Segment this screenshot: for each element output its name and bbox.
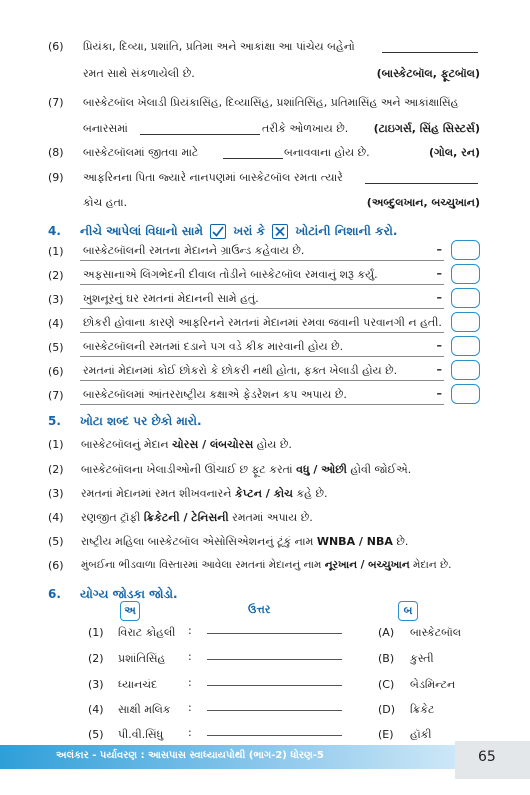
answer-box[interactable] — [451, 264, 480, 284]
answer-options: (ગોલ, રન) — [428, 146, 480, 159]
title-text: ખોટાંની નિશાની કરો. — [295, 224, 398, 238]
item-number: (2) — [88, 652, 104, 665]
statement-text: રમતનાં મેદાનમાં કોઈ છોકરો કે છોકરી નથી હોતા, ફક્ત ખેલાડી હોય છે. — [83, 364, 398, 377]
statement-row — [80, 267, 444, 285]
check-icon — [210, 224, 226, 239]
fill-blank[interactable] — [223, 158, 283, 159]
page-footer — [0, 741, 530, 781]
statement-text: બાસ્કેટબૉલમાં આંતરરાષ્ટ્રીય કક્ષાએ ફેડરેશન કપ અપાય છે. — [83, 388, 347, 401]
item-text: બાસ્કેટબૉલનું મેદાન — [81, 438, 173, 451]
column-b-label: બ — [398, 601, 418, 621]
item-number: (9) — [48, 171, 64, 184]
item-text: રાષ્ટ્રીય મહિલા બાસ્કેટબૉલ એસોસિએશનનું ટૂંકું નામ — [81, 535, 317, 548]
item-text: છે. — [392, 535, 409, 548]
left-item: ધ્યાનચંદ — [118, 678, 158, 691]
item-text: તરીકે ઓળખાય છે. — [262, 122, 349, 135]
right-item: હૉકી — [410, 728, 432, 741]
choice-words[interactable]: નૂરખાન / બચ્ચુખાન — [324, 559, 410, 571]
section-title: ખોટા શબ્દ પર છેકો મારો. — [80, 414, 202, 428]
item-number: (2) — [48, 463, 64, 476]
item-text: બાસ્કેટબૉલ ખેલાડી પ્રિયંકાસિંહ, દિવ્યાસિંહ, પ્રશાંતિસિંહ, પ્રતિમાસિંહ અને આકાંક્ષાસિંહ — [83, 96, 459, 109]
item-text: કોચ હતા. — [83, 196, 128, 209]
item-number: (2) — [48, 269, 64, 282]
choice-words[interactable]: ક્રિકેટની / ટેનિસની — [143, 511, 229, 524]
item-text: બનાવવાના હોય છે. — [284, 146, 370, 159]
item-number: (4) — [48, 317, 64, 330]
answer-line[interactable] — [207, 734, 342, 736]
statement-text: બાસ્કેટબૉલની રમતના મેદાનને ગ્રાઉન્ડ કહેવાય છે. — [83, 244, 305, 257]
dash: – — [436, 387, 442, 400]
item-text: કહે છે. — [292, 487, 328, 500]
title-text: નીચે આપેલાં વિધાનો સામે — [80, 224, 203, 238]
strike-item — [81, 438, 292, 452]
right-item: ક્રિકેટ — [410, 703, 435, 716]
answer-box[interactable] — [451, 240, 480, 260]
cross-icon — [272, 224, 288, 239]
fill-blank[interactable] — [140, 134, 260, 135]
fill-blank[interactable] — [382, 52, 478, 53]
item-letter: (B) — [378, 652, 395, 665]
choice-words[interactable]: ચોરસ / લંબચોરસ — [172, 438, 254, 451]
item-letter: (C) — [378, 678, 395, 691]
item-number: (3) — [88, 678, 104, 691]
item-number: (7) — [48, 96, 64, 109]
answer-line[interactable] — [207, 632, 342, 634]
item-text: મેદાન છે. — [409, 559, 452, 571]
answer-line[interactable] — [207, 684, 342, 686]
item-number: (5) — [88, 728, 104, 741]
item-number: (5) — [48, 341, 64, 354]
answer-options: (બાસ્કેટબૉલ, ફૂટબૉલ) — [376, 67, 480, 80]
section-number: 4. — [48, 224, 61, 238]
page-number: 65 — [478, 749, 496, 765]
colon: : — [188, 726, 192, 739]
right-item: કુસ્તી — [410, 652, 434, 665]
dash: – — [436, 243, 442, 256]
colon: : — [188, 650, 192, 663]
answer-box[interactable] — [451, 288, 480, 308]
strike-item — [81, 463, 411, 477]
dash: – — [436, 339, 442, 352]
item-letter: (D) — [378, 703, 396, 716]
item-text: હોય છે. — [253, 438, 292, 451]
column-a-label: અ — [120, 601, 140, 621]
item-text: હોવી જોઈએ. — [346, 463, 412, 476]
footer-text: અલંકાર - પર્યાવરણ : આસપાસ સ્વાધ્યાયપોથી (ભાગ-2) ધોરણ-5 — [56, 750, 324, 761]
answer-line[interactable] — [207, 709, 342, 711]
choice-words[interactable]: વધુ / ઓછી — [296, 463, 347, 476]
choice-words[interactable]: WNBA / NBA — [316, 535, 393, 548]
item-text: બાસ્કેટબૉલમાં જીતવા માટે — [83, 146, 199, 159]
colon: : — [188, 624, 192, 637]
statement-row — [80, 339, 444, 357]
item-number: (1) — [88, 626, 104, 639]
statement-row — [80, 291, 444, 309]
left-item: પી.વી.સિંધુ — [118, 728, 164, 741]
item-letter: (A) — [378, 626, 395, 639]
statement-row — [80, 243, 444, 261]
colon: : — [188, 676, 192, 689]
right-item: બેડમિન્ટન — [410, 678, 456, 691]
answer-options: (અબ્દુલખાન, બચ્ચુખાન) — [366, 196, 480, 209]
left-item: પ્રશાંતિસિંહ — [118, 652, 166, 665]
item-number: (1) — [48, 438, 64, 451]
item-number: (3) — [48, 293, 64, 306]
item-letter: (E) — [378, 728, 394, 741]
item-text: આફરિનના પિતા જ્યારે નાનપણમાં બાસ્કેટબૉલ રમતા ત્યારે — [83, 171, 343, 184]
strike-item — [81, 511, 313, 525]
title-text: ખરાં કે — [233, 224, 266, 238]
strike-item — [81, 487, 327, 501]
item-number: (3) — [48, 487, 64, 500]
strike-item — [81, 559, 451, 572]
answer-line[interactable] — [207, 658, 342, 660]
statement-row — [80, 387, 444, 405]
item-text: રમતનાં મેદાનમાં રમત શીખવનારને — [81, 487, 235, 500]
section-number: 5. — [48, 414, 61, 428]
item-number: (6) — [48, 40, 64, 53]
section-number: 6. — [48, 587, 61, 601]
statement-text: બાસ્કેટબૉલની રમતમાં દડાને પગ વડે કીક મારવાની હોય છે. — [83, 340, 344, 353]
strike-item — [81, 535, 408, 549]
item-number: (5) — [48, 535, 64, 548]
section-title — [80, 224, 397, 239]
item-number: (1) — [48, 245, 64, 258]
item-text: બનારસમાં — [83, 122, 128, 135]
item-text: બાસ્કેટબૉલના ખેલાડીઓની ઊંચાઈ છ ફૂટ કરતાં — [81, 463, 297, 476]
item-number: (4) — [48, 511, 64, 524]
item-text: રમત સાથે સંકળાયેલી છે. — [83, 67, 195, 80]
left-item: વિરાટ કોહલી — [118, 626, 176, 639]
item-text: પ્રિયંકા, દિવ્યા, પ્રશાંતિ, પ્રતિમા અને આકાંક્ષા આ પાંચેય બહેનો — [83, 40, 355, 53]
colon: : — [188, 701, 192, 714]
choice-words[interactable]: કેપ્ટન / કોચ — [234, 487, 293, 500]
item-number: (7) — [48, 389, 64, 402]
item-text: રણજીત ટ્રૉફી — [81, 511, 144, 524]
statement-text: ખુશનૂરનું ઘર રમતનાં મેદાનની સામે હતું. — [83, 292, 259, 305]
item-number: (8) — [48, 146, 64, 159]
answer-column-label: ઉત્તર — [248, 603, 271, 616]
answer-box[interactable] — [451, 312, 480, 332]
answer-box[interactable] — [451, 384, 480, 404]
section-title: યોગ્ય જોડકા જોડો. — [80, 587, 178, 601]
item-number: (6) — [48, 559, 64, 572]
dash: – — [436, 267, 442, 280]
dash: – — [436, 291, 442, 304]
answer-box[interactable] — [451, 336, 480, 356]
item-text: મુંબઈના ભીડવાળા વિસ્તારમાં આવેલા રમતનાં મેદાનનું નામ — [81, 559, 325, 571]
statement-row — [80, 363, 444, 381]
fill-blank[interactable] — [365, 183, 478, 184]
answer-options: (ટાઇગર્સ, સિંહ સિસ્ટર્સ) — [373, 122, 480, 135]
left-item: સાક્ષી મલિક — [118, 703, 171, 716]
statement-text: અફસાનાએ લિંગભેદની દીવાલ તોડીને બાસ્કેટબૉલ રમવાનું શરૂ કર્યું. — [83, 268, 378, 281]
item-number: (4) — [88, 703, 104, 716]
item-number: (6) — [48, 365, 64, 378]
statement-text: છોકરી હોવાના કારણે આફરિનને રમતનાં મેદાનમાં રમવા જવાની પરવાનગી ન હતી. — [83, 316, 442, 329]
answer-box[interactable] — [451, 360, 480, 380]
dash: – — [436, 363, 442, 376]
right-item: બાસ્કેટબૉલ — [410, 626, 462, 639]
item-text: રમતમાં અપાય છે. — [228, 511, 313, 524]
statement-row — [80, 315, 444, 333]
